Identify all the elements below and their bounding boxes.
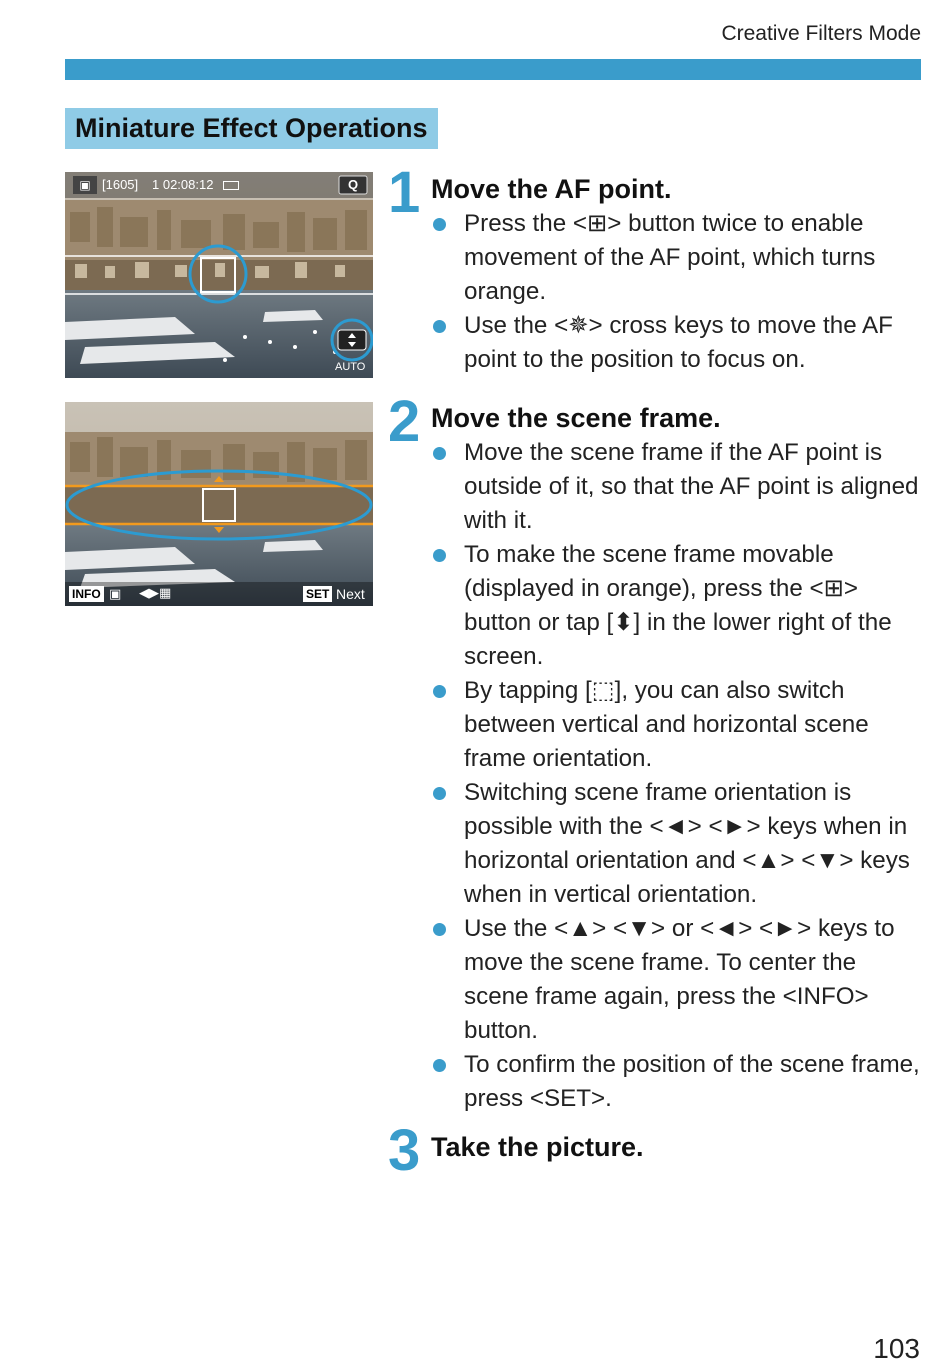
header-bar — [65, 59, 921, 80]
bullet-icon — [433, 549, 446, 562]
center-frame-icon: ▣ — [109, 586, 122, 601]
bullet-item — [432, 538, 924, 674]
time-remaining: 1 02:08:12 — [152, 177, 214, 192]
step-number: 2 — [388, 389, 419, 454]
step-title: Move the AF point. — [431, 174, 672, 204]
bullet-text: Move the scene frame if the AF point is outside of it, so that the AF point is aligned with it. — [464, 439, 919, 534]
bullet-icon — [433, 218, 446, 231]
bullet-text: Use the <✵> cross keys to move the AF point to the position to focus on. — [464, 312, 893, 373]
header-title: Creative Filters Mode — [721, 22, 921, 45]
step-title: Take the picture. — [431, 1132, 644, 1162]
shots-remaining: [1605] — [102, 177, 139, 192]
camera-mode-icon: ▣ — [73, 176, 97, 194]
bullet-item — [432, 1048, 924, 1116]
step-title: Move the scene frame. — [431, 403, 721, 433]
step-1 — [388, 160, 928, 373]
step-number: 1 — [388, 160, 419, 225]
bullet-item — [432, 207, 924, 309]
page-number: 103 — [873, 1333, 920, 1364]
info-button[interactable]: INFO — [69, 586, 104, 602]
bullet-text: Use the <▲> <▼> or <◄> <►> keys to move the scene frame. To center the scene frame again, press the <INFO> button. — [464, 915, 895, 1044]
bullet-icon — [433, 923, 446, 936]
step-3 — [388, 1118, 928, 1190]
bullet-text: Press the <⊞> button twice to enable movement of the AF point, which turns orange. — [464, 210, 876, 305]
step-number: 3 — [388, 1118, 419, 1183]
quick-control-button[interactable]: Q — [347, 177, 359, 192]
bullet-text: To make the scene frame movable (displayed in orange), press the <⊞> button or tap [⬍] in the lower right of the screen. — [464, 541, 892, 670]
bullet-icon — [433, 1059, 446, 1072]
set-button[interactable]: SET — [303, 586, 332, 602]
bullet-icon — [433, 685, 446, 698]
bullet-icon — [433, 787, 446, 800]
bullet-item — [432, 309, 924, 377]
orientation-switch-icon[interactable]: ◀▶▦ — [139, 585, 172, 600]
bullet-item — [432, 436, 924, 538]
bullet-item — [432, 776, 924, 912]
bullet-icon — [433, 320, 446, 333]
bullet-text: Switching scene frame orientation is possible with the <◄> <►> keys when in horizontal orientation and <▲> <▼> keys when in vertical orientation. — [464, 779, 910, 908]
bullet-item — [432, 674, 924, 776]
step-bullets — [432, 207, 924, 377]
battery-icon — [223, 181, 239, 190]
iso-label: AUTO — [335, 361, 366, 373]
camera-screen-scene-frame — [65, 402, 373, 606]
step-bullets — [432, 436, 924, 1116]
camera-screen-af-point — [65, 172, 373, 378]
section-title: Miniature Effect Operations — [65, 108, 438, 149]
bullet-text: To confirm the position of the scene frame, press <SET>. — [464, 1051, 920, 1112]
bullet-text: By tapping [⬚], you can also switch between vertical and horizontal scene frame orientation. — [464, 677, 869, 772]
next-label: Next — [336, 586, 365, 602]
bullet-item — [432, 912, 924, 1048]
bullet-icon — [433, 447, 446, 460]
step-2 — [388, 389, 928, 1121]
